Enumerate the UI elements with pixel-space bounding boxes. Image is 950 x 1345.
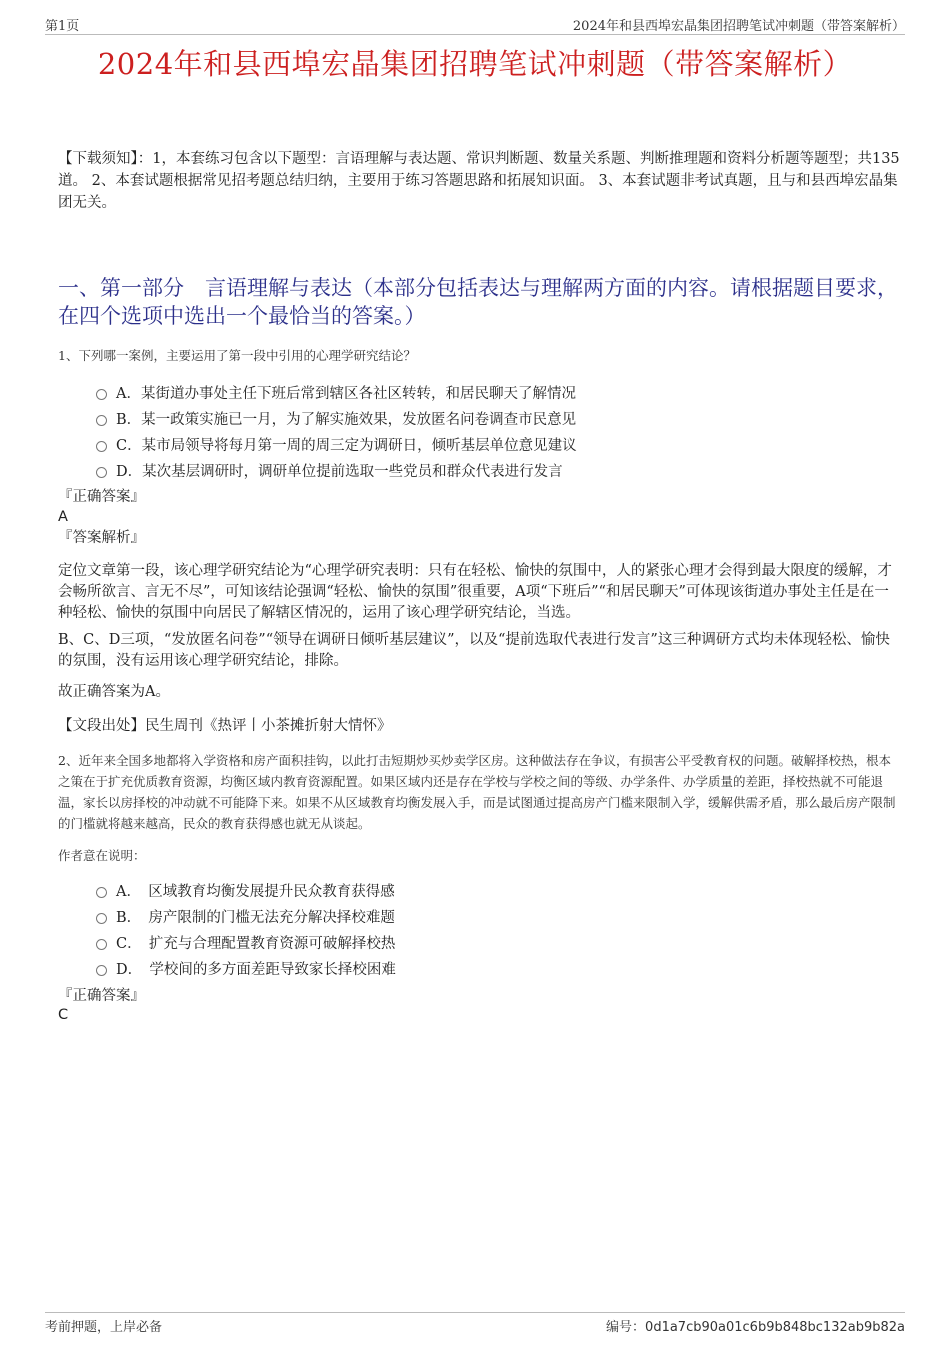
download-notice: 【下载须知】：1，本套练习包含以下题型：言语理解与表达题、常识判断题、数量关系题、判断推理题和资料分析题等题型；共135道。 2、本套试题根据常见招考题总结归纳，主要用于练习答题思路和拓展知识面。 3、本套试题非考试真题，且与和县西埠宏晶集团无关。 <box>58 151 900 211</box>
page-header <box>45 12 905 35</box>
question-1-option-d[interactable] <box>96 457 856 483</box>
footer-code-label: 编号： <box>606 1320 646 1335</box>
footer-code-value: 0d1a7cb90a01c6b9b848bc132ab9b82a <box>645 1320 905 1335</box>
question-2-option-c[interactable] <box>96 929 856 955</box>
radio-icon[interactable] <box>96 913 107 924</box>
option-label: A． 区域教育均衡发展提升民众教育获得感 <box>116 883 395 900</box>
question-1-answer-label: 『正确答案』 <box>58 489 145 505</box>
radio-icon[interactable] <box>96 887 107 898</box>
question-2-options <box>96 877 856 981</box>
question-2-option-d[interactable] <box>96 955 856 981</box>
footer-code <box>606 1316 905 1335</box>
question-2-answer: C <box>58 1007 69 1023</box>
radio-icon[interactable] <box>96 415 107 426</box>
option-label: B． 房产限制的门槛无法充分解决择校难题 <box>116 909 395 926</box>
question-1-analysis-p3: 故正确答案为A。 <box>58 684 170 700</box>
question-2-answer-label: 『正确答案』 <box>58 988 145 1004</box>
question-2-option-a[interactable] <box>96 877 856 903</box>
radio-icon[interactable] <box>96 939 107 950</box>
question-1-analysis-label: 『答案解析』 <box>58 530 145 546</box>
option-label: C．某市局领导将每月第一周的周三定为调研日，倾听基层单位意见建议 <box>116 437 577 454</box>
option-label: D． 学校间的多方面差距导致家长择校困难 <box>116 961 396 978</box>
question-2-ask: 作者意在说明： <box>58 848 146 863</box>
question-1-stem: 1、下列哪一案例，主要运用了第一段中引用的心理学研究结论？ <box>58 348 416 363</box>
option-label: B．某一政策实施已一月，为了解实施效果，发放匿名问卷调查市民意见 <box>116 411 577 428</box>
footer-slogan: 考前押题，上岸必备 <box>45 1320 163 1335</box>
question-1-option-a[interactable] <box>96 379 856 405</box>
radio-icon[interactable] <box>96 389 107 400</box>
question-1-answer: A <box>58 509 68 525</box>
question-1-options <box>96 379 856 483</box>
option-label: D．某次基层调研时，调研单位提前选取一些党员和群众代表进行发言 <box>116 463 563 480</box>
question-1-analysis-p1: 定位文章第一段，该心理学研究结论为“心理学研究表明：只有在轻松、愉快的氛围中，人的紧张心理才会得到最大限度的缓解，才会畅所欲言、言无不尽”，可知该结论强调“轻松、愉快的氛围”很重要，A项“下班后”“和居民聊天”可体现该街道办事处主任是在一种轻松、愉快的氛围中向居民了解辖区情况的，运用了该心理学研究结论，当选。 <box>58 563 892 621</box>
radio-icon[interactable] <box>96 441 107 452</box>
radio-icon[interactable] <box>96 467 107 478</box>
option-label: C． 扩充与合理配置教育资源可破解择校热 <box>116 935 396 952</box>
section-title: 一、第一部分 言语理解与表达（本部分包括表达与理解两方面的内容。请根据题目要求，在四个选项中选出一个最恰当的答案。） <box>58 276 898 328</box>
question-2-stem: 2、近年来全国多地都将入学资格和房产面积挂钩，以此打击短期炒买炒卖学区房。这种做法存在争议，有损害公平受教育权的问题。破解择校热，根本之策在于扩充优质教育资源，均衡区域内教育资源配置。如果区域内还是存在学校与学校之间的等级、办学条件、办学质量的差距，择校热就不可能退温，家长以房择校的冲动就不可能降下来。如果不从区域教育均衡发展入手，而是试图通过提高房产门槛来限制入学，缓解供需矛盾，那么最后房产限制的门槛就将越来越高，民众的教育获得感也就无从谈起。 <box>58 753 896 831</box>
radio-icon[interactable] <box>96 965 107 976</box>
question-1-source: 【文段出处】民生周刊《热评丨小茶摊折射大情怀》 <box>58 718 392 734</box>
question-1-analysis-p2: B、C、D三项，“发放匿名问卷”“领导在调研日倾听基层建议”，以及“提前选取代表进行发言”这三种调研方式均未体现轻松、愉快的氛围，没有运用该心理学研究结论，排除。 <box>58 632 890 669</box>
header-doc-title: 2024年和县西埠宏晶集团招聘笔试冲刺题（带答案解析） <box>572 19 905 34</box>
page-footer <box>45 1312 905 1335</box>
question-2-option-b[interactable] <box>96 903 856 929</box>
question-1-option-b[interactable] <box>96 405 856 431</box>
document-title: 2024年和县西埠宏晶集团招聘笔试冲刺题（带答案解析） <box>97 47 853 81</box>
question-1-option-c[interactable] <box>96 431 856 457</box>
option-label: A．某街道办事处主任下班后常到辖区各社区转转，和居民聊天了解情况 <box>116 385 576 402</box>
page-number: 第1页 <box>45 19 80 34</box>
